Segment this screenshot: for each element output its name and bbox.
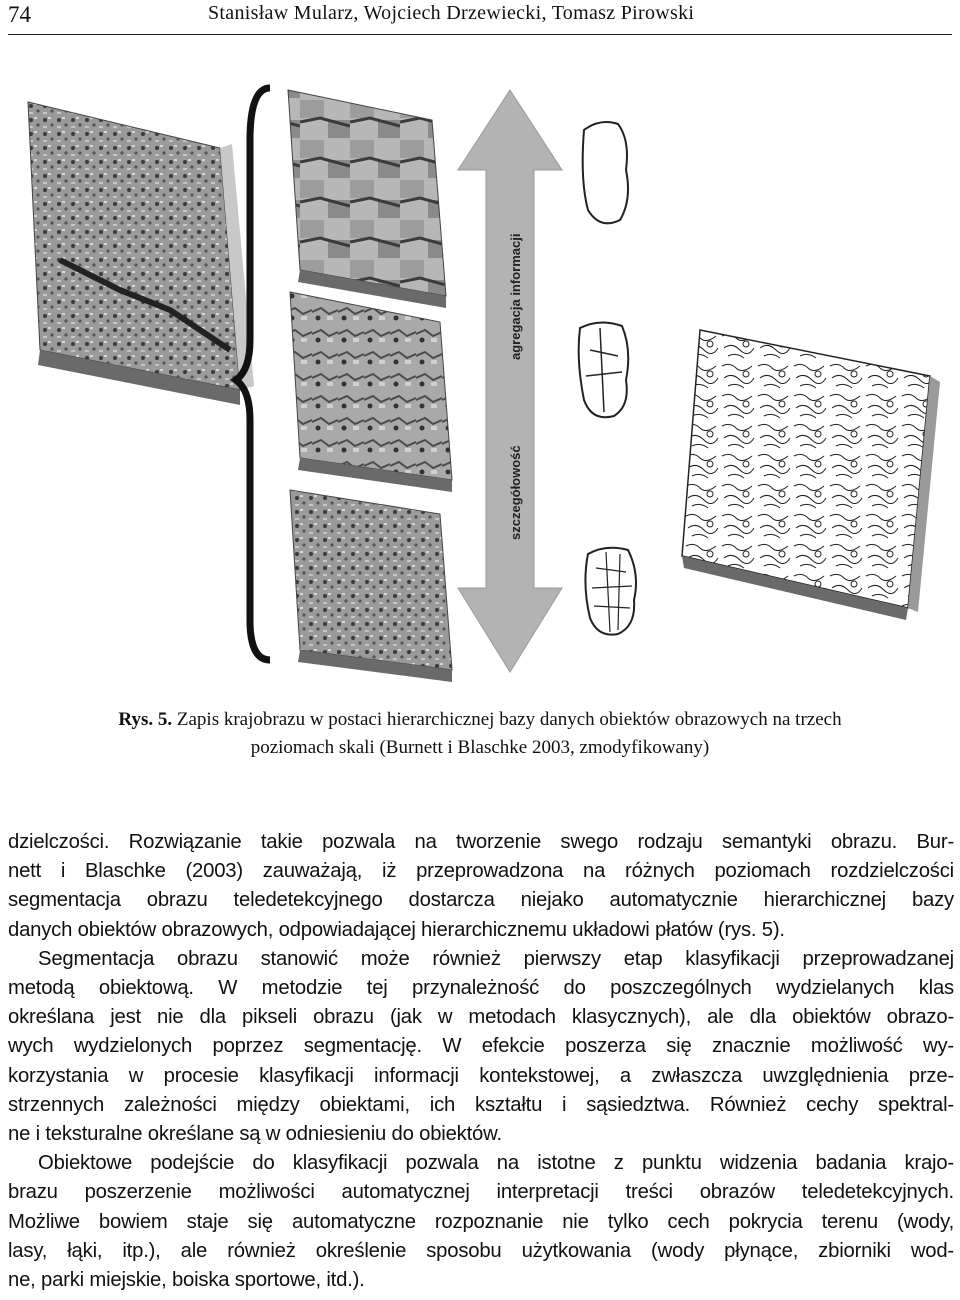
arrow-label-detail: szczegółowość [508,445,523,540]
text-line: dzielczości. Rozwiązanie takie pozwala na tworzenie swego rodzaju semantyki obrazu. Bur- [8,831,954,853]
text-line: ne, parki miejskie, boiska sportowe, itd.). [8,1269,365,1292]
outline-shape-fine [585,548,636,635]
text-line: określana jest nie dla pikseli obrazu (jak w metodach klasycznych), ale dla obiektów obrazo- [8,1006,954,1029]
text-line: danych obiektów obrazowych, odpowiadającej hierarchicznemu układowi płatów (rys. 5). [8,918,785,941]
arrow-label-aggregation: agregacja informacji [508,233,523,360]
text-line: wych wydzielonych poprzez segmentację. W efekcie poszerza się znacznie możliwość wy- [8,1035,954,1058]
text-line: Segmentacja obrazu stanowić może również pierwszy etap klasyfikacji przeprowadzanej [38,947,954,970]
top-level-tile [288,90,446,308]
figure-illustration [0,60,960,700]
middle-level-tile [290,292,452,492]
paragraph-2 [8,945,954,1149]
bottom-level-tile [290,490,452,682]
double-arrow [458,90,562,672]
body-text [8,828,954,1295]
text-line: ne i teksturalne określane są w odniesieniu do obiektów. [8,1123,502,1146]
text-line: nett i Blaschke (2003) zauważają, iż przeprowadzona na różnych poziomach rozdzielczości [8,860,954,883]
paragraph-1 [8,828,954,945]
text-line: Możliwe bowiem staje się automatyczne rozpoznanie nie tylko cech pokrycia terenu (wody, [8,1210,954,1233]
caption-line-1: Zapis krajobrazu w postaci hierarchicznej bazy danych obiektów obrazowych na trzech [176,709,842,730]
text-line: strzennych zależności między obiektami, ich kształtu i sąsiedztwa. Również cechy spektral- [8,1093,954,1116]
text-line: Obiektowe podejście do klasyfikacji pozwala na istotne z punktu widzenia badania krajo- [38,1152,954,1175]
caption-line-2: poziomach skali (Burnett i Blaschke 2003, zmodyfikowany) [250,737,710,758]
text-line: lasy, łąki, itp.), ale również określenie sposobu użytkowania (wody płynące, zbiorniki wod- [8,1239,954,1262]
left-image-tile [28,102,254,405]
figure-hierarchy [0,60,960,700]
figure-caption [50,706,910,762]
outline-shape-coarse [583,122,628,223]
header-rule [8,34,952,35]
right-segmentation-tile [682,330,940,620]
text-line: metodą obiektową. W metodzie tej przynależność do poszczególnych wydzielanych klas [8,977,954,1000]
text-line: korzystania w procesie klasyfikacji informacji kontekstowej, a zwłaszcza uwzględnienia prze- [8,1064,954,1087]
outline-shape-medium [579,322,629,417]
page-header [0,0,960,36]
text-line: segmentacja obrazu teledetekcyjnego dostarcza niejako automatycznie hierarchicznej bazy [8,889,954,912]
caption-label: Rys. 5. [118,709,173,730]
text-line: brazu poszerzenie możliwości automatycznej interpretacji treści obrazów teledetekcyjnych. [8,1181,954,1204]
page-number: 74 [8,2,31,27]
bracket [236,88,270,660]
running-head-authors: Stanisław Mularz, Wojciech Drzewiecki, Tomasz Pirowski [208,2,695,24]
paragraph-3 [8,1149,954,1295]
